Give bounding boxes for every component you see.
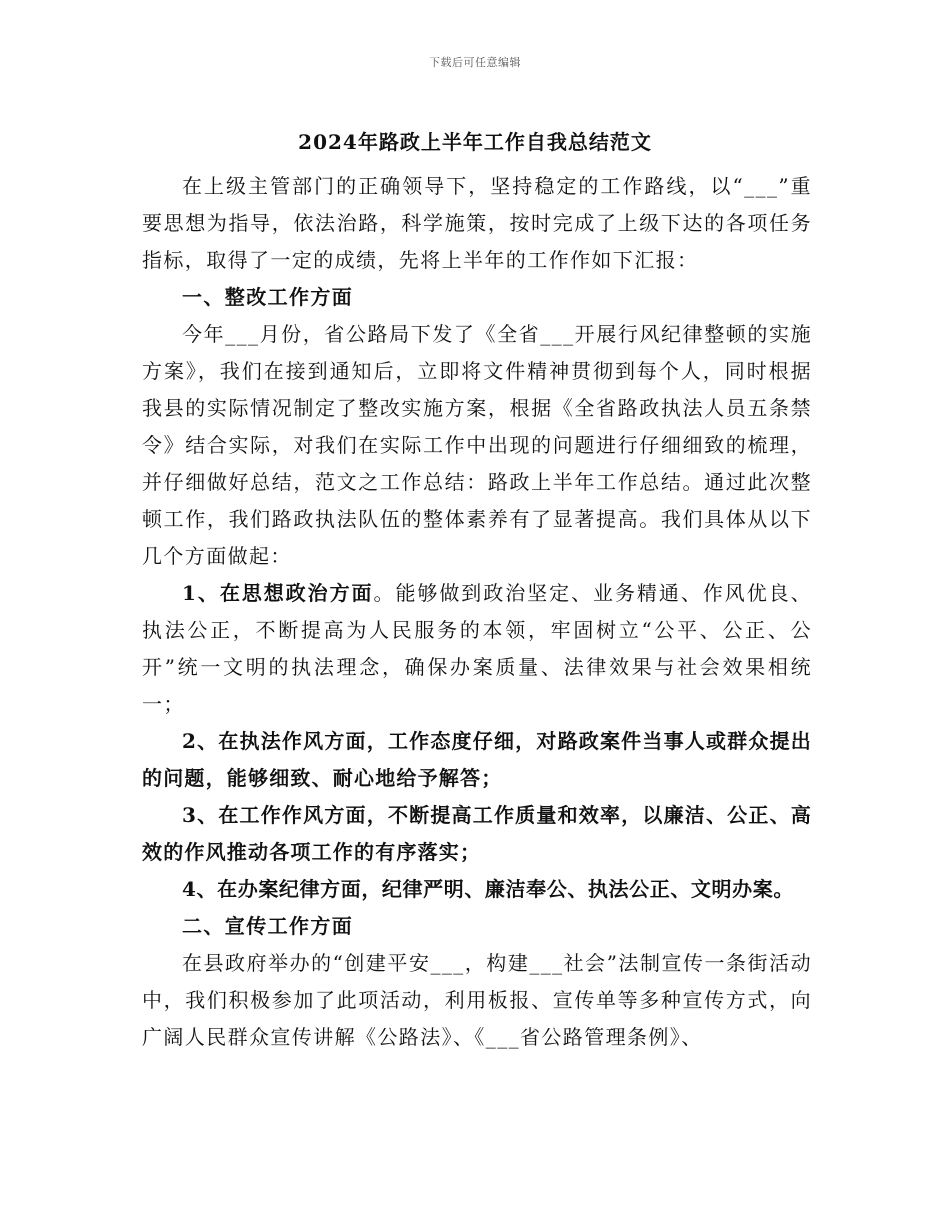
item-4-paragraph: 4、在办案纪律方面，纪律严明、廉洁奉公、执法公正、文明办案。 (182, 877, 794, 901)
document-title: 2024年路政上半年工作自我总结范文 (298, 130, 652, 154)
item-2-paragraph: 2、在执法作风方面，工作态度仔细，对路政案件当事人或群众提出的问题，能够细致、耐心地给予解答； (142, 729, 812, 790)
item-1-lead: 1、在思想政治方面 (182, 581, 374, 605)
item-1-body: 。能够做到政治坚定、业务精通、作风优良、执法公正，不断提高为人民服务的本领，牢固树立“公平、公正、公开”统一文明的执法理念，确保办案质量、法律效果与社会效果相统一； (142, 581, 812, 716)
document-body (142, 168, 812, 1056)
section-1-paragraph: 今年___月份，省公路局下发了《全省___开展行风纪律整顿的实施方案》，我们在接到通知后，立即将文件精神贯彻到每个人，同时根据我县的实际情况制定了整改实施方案，根据《全省路政执法人员五条禁令》结合实际，对我们在实际工作中出现的问题进行仔细细致的梳理，并仔细做好总结，范文之工作总结：路政上半年工作总结。通过此次整顿工作，我们路政执法队伍的整体素养有了显著提高。我们具体从以下几个方面做起： (142, 322, 812, 568)
item-3-paragraph: 3、在工作作风方面，不断提高工作质量和效率，以廉洁、公正、高效的作风推动各项工作的有序落实； (142, 803, 812, 864)
intro-paragraph: 在上级主管部门的正确领导下，坚持稳定的工作路线，以“___”重要思想为指导，依法治路，科学施策，按时完成了上级下达的各项任务指标，取得了一定的成绩，先将上半年的工作作如下汇报： (142, 174, 812, 272)
section-1-heading: 一、整改工作方面 (182, 285, 354, 309)
section-2-heading: 二、宣传工作方面 (182, 914, 354, 938)
header-note: 下载后可任意编辑 (429, 56, 521, 69)
section-2-paragraph: 在县政府举办的“创建平安___，构建___社会”法制宣传一条街活动中，我们积极参加了此项活动，利用板报、宣传单等多种宣传方式，向广阔人民群众宣传讲解《公路法》、《___省公路管理条例》、 (142, 951, 812, 1049)
item-1-paragraph (142, 575, 812, 723)
